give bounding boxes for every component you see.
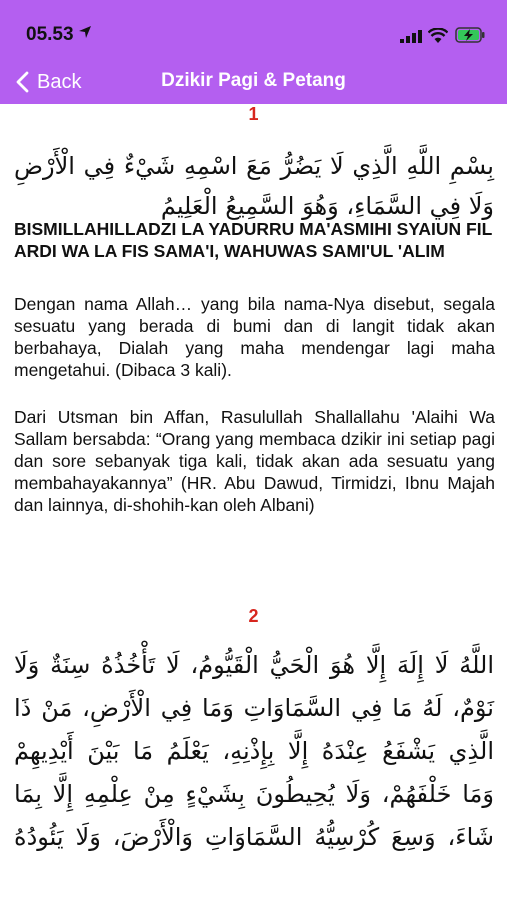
- latin-transliteration: BISMILLAHILLADZI LA YADURRU MA'ASMIHI SYAIUN FIL ARDI WA LA FIS SAMA'I, WAHUWAS SAMI'UL 'ALIM: [14, 219, 492, 261]
- signal-icon: [400, 30, 422, 43]
- navigation-bar: [0, 62, 507, 102]
- arabic-line: نَوْمٌ، لَهُ مَا فِي السَّمَاوَاتِ وَمَا فِي الْأَرْضِ، مَنْ ذَا: [14, 694, 494, 722]
- location-arrow-icon: [78, 25, 92, 39]
- hadith-text: Dari Utsman bin Affan, Rasulullah Shallallahu 'Alaihi Wa Sallam bersabda: “Orang yang membaca dzikir ini setiap pagi dan sore sebanyak tiga kali, tidak akan ada sesuatu yang membahayakannya” (HR. Abu Dawud, Tirmidzi, Ibnu Majah dan lainnya, di-shohih-kan oleh Albani): [14, 407, 495, 515]
- arabic-text: بِسْمِ اللَّهِ الَّذِي لَا يَضُرُّ مَعَ اسْمِهِ شَيْءٌ فِي الْأَرْضِ وَلَا فِي السَّمَاءِ، وَهُوَ السَّمِيعُ الْعَلِيمُ: [14, 152, 494, 220]
- arabic-line: اللَّهُ لَا إِلَهَ إِلَّا هُوَ الْحَيُّ الْقَيُّومُ، لَا تَأْخُذُهُ سِنَةٌ وَلَا: [14, 651, 494, 679]
- battery-charging-icon: [455, 27, 485, 43]
- time-text: 05.53: [26, 24, 74, 45]
- item-number: 2: [248, 606, 259, 626]
- wifi-icon: [428, 28, 448, 43]
- top-bar: [0, 0, 507, 104]
- page-title: Dzikir Pagi & Petang: [161, 70, 346, 91]
- status-time: [26, 24, 92, 46]
- status-bar: [0, 20, 507, 50]
- back-label: Back: [37, 70, 82, 93]
- arabic-line: شَاءَ، وَسِعَ كُرْسِيُّهُ السَّمَاوَاتِ وَالْأَرْضَ، وَلَا يَئُودُهُ: [14, 823, 494, 851]
- translation-text: Dengan nama Allah… yang bila nama-Nya disebut, segala sesuatu yang berada di bumi dan di langit tidak akan berbahaya, Dialah yang maha mendengar lagi maha mengetahui. (Dibaca 3 kali).: [14, 294, 495, 380]
- arabic-line: وَمَا خَلْفَهُمْ، وَلَا يُحِيطُونَ بِشَيْءٍ مِنْ عِلْمِهِ إِلَّا بِمَا: [14, 780, 494, 808]
- item-number: 1: [248, 104, 259, 124]
- arabic-line: الَّذِي يَشْفَعُ عِنْدَهُ إِلَّا بِإِذْنِهِ، يَعْلَمُ مَا بَيْنَ أَيْدِيهِمْ: [14, 737, 494, 765]
